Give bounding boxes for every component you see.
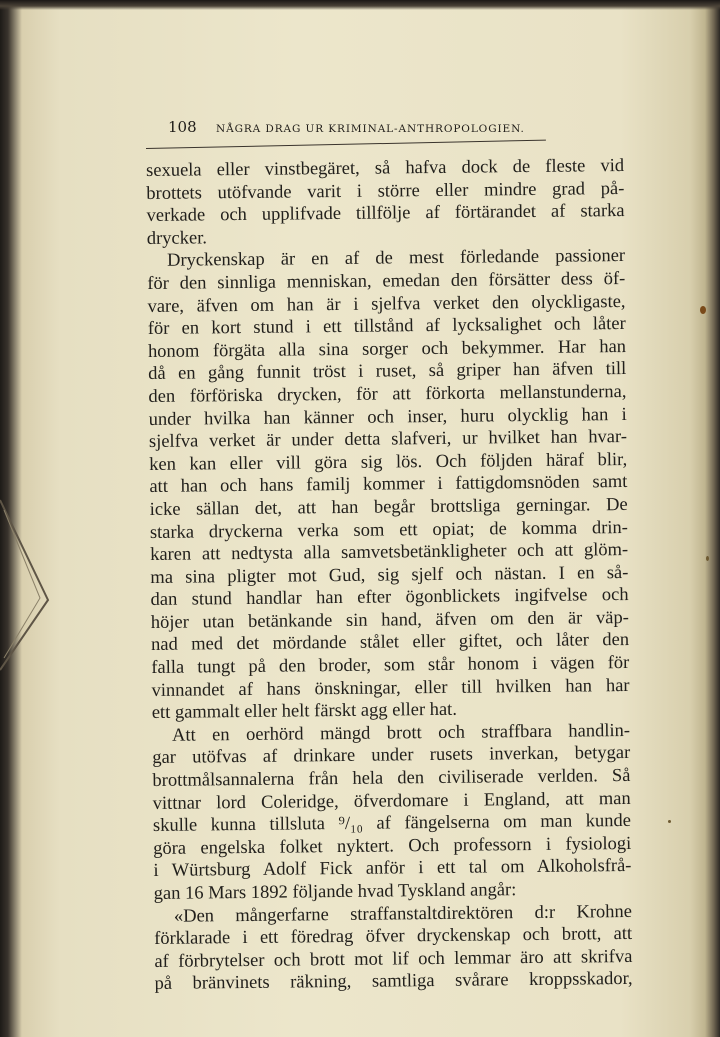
text-line: för en kort stund i ett tillstånd af lycksalighet och låter	[147, 314, 626, 340]
text-line: skulle kunna tillsluta ⁹/₁₀ af fängelserna om man kunde	[152, 811, 632, 837]
text-line: drycker.	[146, 228, 208, 249]
page-top-edge	[0, 0, 720, 10]
text-line: Att en oerhörd mängd brott och straffbara handlin-	[171, 720, 631, 746]
text-line: sexuela eller vinstbegäret, så hafva dock de fleste vid	[146, 155, 625, 181]
text-line: gan 16 Mars 1892 följande hvad Tyskland angår:	[153, 880, 517, 904]
text-line: sjelfva verket är under detta slafveri, ur hvilket han hvar-	[148, 427, 628, 453]
text-line: förklarade i ett föredrag öfver dryckenskap och brott, att	[154, 924, 633, 950]
text-line: vinnandet af hans önskningar, eller till hvilken han har	[151, 675, 630, 701]
text-line: af förbrytelser och brott mot lif och lemmar äro att skrifva	[154, 946, 633, 972]
text-line: dan stund handlar han efter ögonblickets ingifvelse och	[150, 585, 629, 611]
text-line: för den sinnliga menniskan, emedan den försätter dess öf-	[147, 268, 626, 294]
paper-speck	[706, 556, 709, 561]
text-line: att han och hans familj kommer i fattigdomsnöden samt	[149, 472, 628, 498]
page-header	[168, 118, 638, 144]
page-fold-mark	[0, 480, 70, 680]
text-line: icke sällan det, att han begår brottsliga gerningar. De	[149, 494, 628, 520]
text-line: den förföriska drycken, för att förkorta mellanstunderna,	[148, 381, 627, 407]
page-number: 108	[168, 118, 197, 136]
paper-speck	[700, 306, 706, 314]
text-line: ken kan eller vill göra sig lös. Och följden häraf blir,	[149, 449, 628, 475]
text-line: då en gång funnit tröst i ruset, så griper han äfven till	[148, 359, 627, 385]
text-line: brottmålsannalerna från hela den civiliserade verlden. Så	[152, 765, 631, 791]
running-head: NÅGRA DRAG UR KRIMINAL-ANTHROPOLOGIEN.	[216, 123, 525, 135]
text-line: gar utöfvas af drinkare under rusets inverkan, betygar	[152, 743, 631, 769]
body-text	[146, 155, 633, 996]
text-line: nad med det mördande stålet eller giftet, och låter den	[150, 630, 630, 656]
text-line: brottets utöfvande varit i större eller mindre grad på-	[146, 178, 625, 204]
text-line: i Würtsburg Adolf Fick anför i ett tal om Alkoholsfrå-	[153, 856, 632, 882]
text-line: göra engelska folket nyktert. Och professorn i fysiologi	[153, 833, 632, 859]
text-line: höjer utan betänkande sin hand, äfven om den är väp-	[150, 607, 629, 633]
text-line: ett gammalt eller helt färskt agg eller hat.	[151, 700, 458, 724]
text-line: «Den mångerfarne straffanstaltdirektören d:r Krohne	[173, 901, 633, 927]
text-line: ma sina pligter mot Gud, sig sjelf och nästan. I en så-	[150, 562, 629, 588]
paper-speck	[668, 820, 671, 823]
text-line: vare, äfven om han är i sjelfva verket den olyckligaste,	[147, 291, 626, 317]
text-line: under hvilka han känner och inser, huru olycklig han i	[148, 404, 627, 430]
text-line: Dryckenskap är en af de mest förledande passioner	[166, 246, 626, 272]
text-line: vittnar lord Coleridge, öfverdomare i England, att man	[152, 788, 631, 814]
text-line: starka dryckerna verka som ett opiat; de komma drin-	[149, 517, 628, 543]
text-line: falla tungt på den broder, som står honom i vägen för	[151, 653, 630, 679]
book-page	[128, 112, 633, 995]
text-line: honom förgäta alla sina sorger och bekymmer. Har han	[147, 336, 627, 362]
text-line: verkade och upplifvade tillfölje af förtärandet af starka	[146, 201, 625, 227]
text-line: karen att nedtysta alla samvetsbetänkligheter och att glöm-	[150, 540, 629, 566]
text-line: på bränvinets räkning, samtliga svårare kroppsskador,	[154, 969, 633, 995]
